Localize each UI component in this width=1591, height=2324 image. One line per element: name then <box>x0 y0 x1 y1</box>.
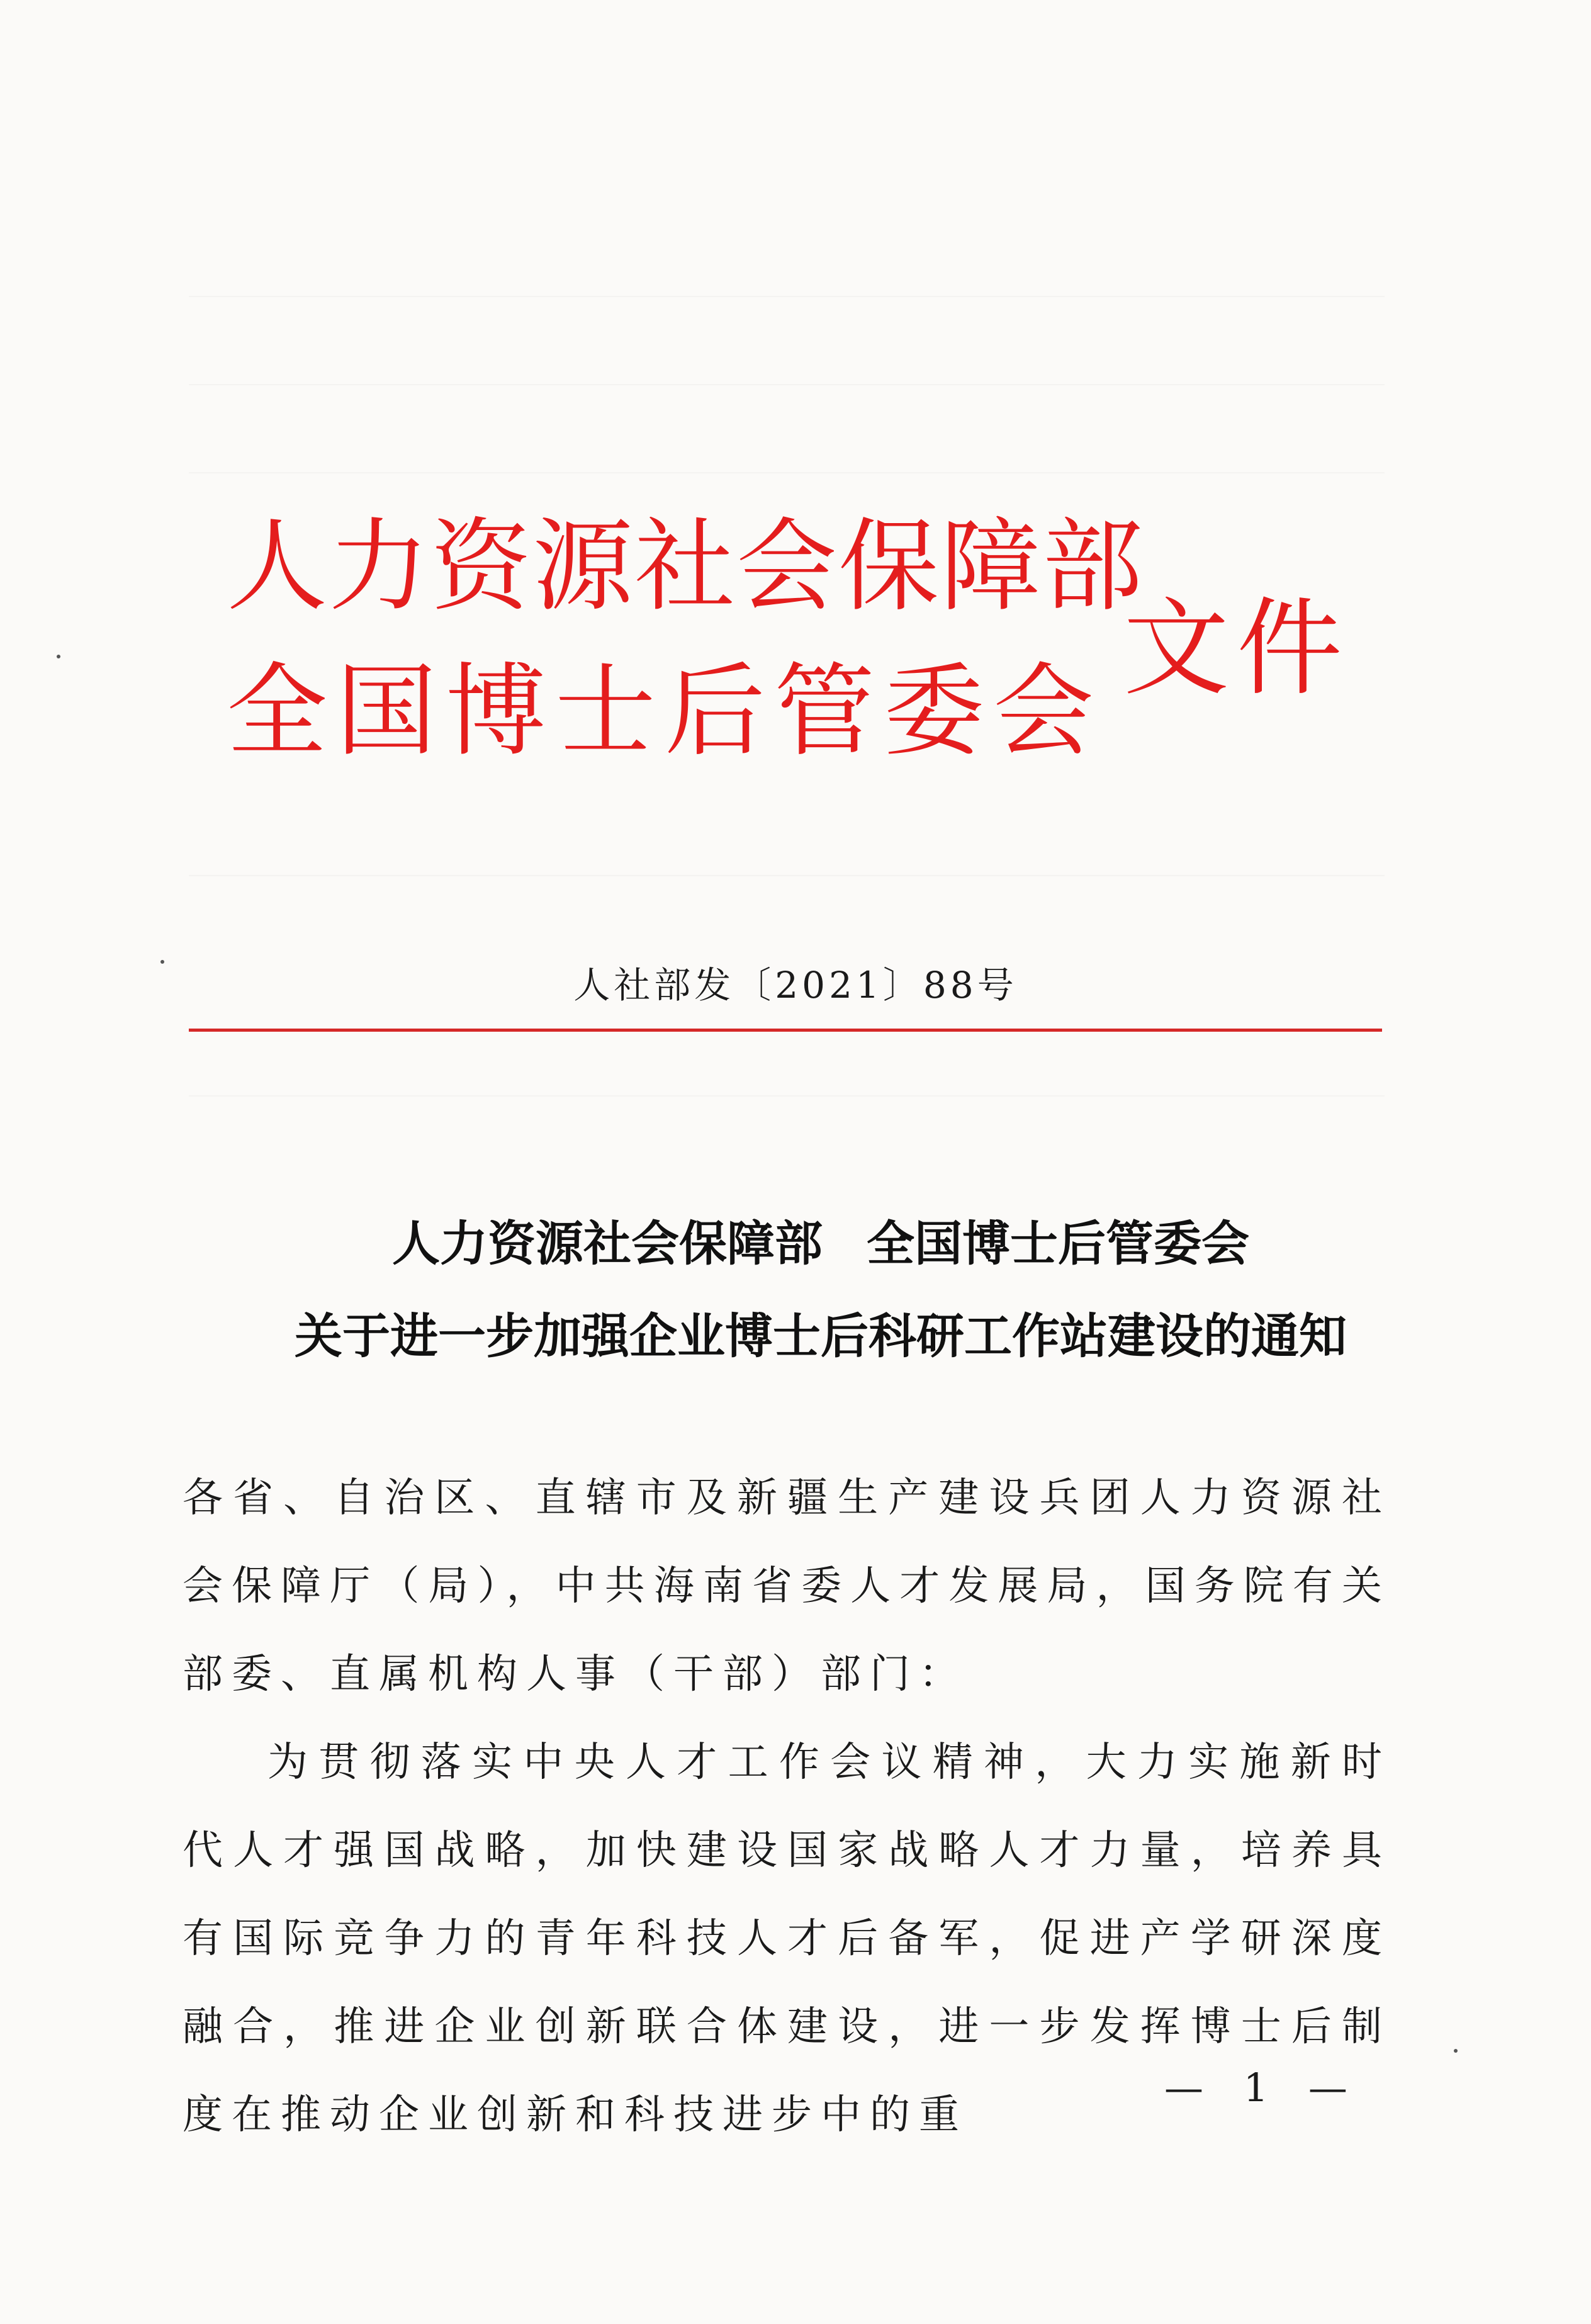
title-issuer-committee: 全国博士后管委会 <box>867 1216 1249 1272</box>
notice-title-line1 <box>25 1205 1591 1274</box>
document-number: 人社部发〔2021〕88号 <box>573 964 1018 1007</box>
title-issuer-ministry: 人力资源社会保障部 <box>392 1216 823 1272</box>
show-through-line <box>189 296 1385 297</box>
issuing-organizations <box>227 497 1145 787</box>
show-through-line <box>189 875 1385 876</box>
show-through-line <box>189 1095 1385 1097</box>
issuer-ministry: 人力资源社会保障部 <box>227 507 1145 625</box>
document-type-label: 文件 <box>1123 587 1350 710</box>
body-paragraph: 为贯彻落实中央人才工作会议精神，大力实施新时代人才强国战略，加快建设国家战略人才力量，培养具有国际竞争力的青年科技人才后备军，促进产学研深度融合，推进企业创新联合体建设，进一步发挥博士后制度在推动企业创新和科技进步中的重 <box>183 1739 1391 2138</box>
red-separator-line <box>189 1029 1382 1032</box>
scan-speck <box>1454 2049 1458 2053</box>
issuer-postdoc-committee: 全国博士后管委会 <box>227 652 1103 770</box>
show-through-line <box>189 472 1385 473</box>
notice-title-line2: 关于进一步加强企业博士后科研工作站建设的通知 <box>295 1308 1347 1364</box>
page-number: — 1 — <box>1164 2065 1361 2111</box>
addressee-paragraph: 各省、自治区、直辖市及新疆生产建设兵团人力资源社会保障厅（局），中共海南省委人才发展局，国务院有关部委、直属机构人事（干部）部门： <box>183 1475 1391 1698</box>
document-body <box>183 1454 1391 2159</box>
show-through-line <box>189 384 1385 385</box>
scan-speck <box>57 655 60 658</box>
